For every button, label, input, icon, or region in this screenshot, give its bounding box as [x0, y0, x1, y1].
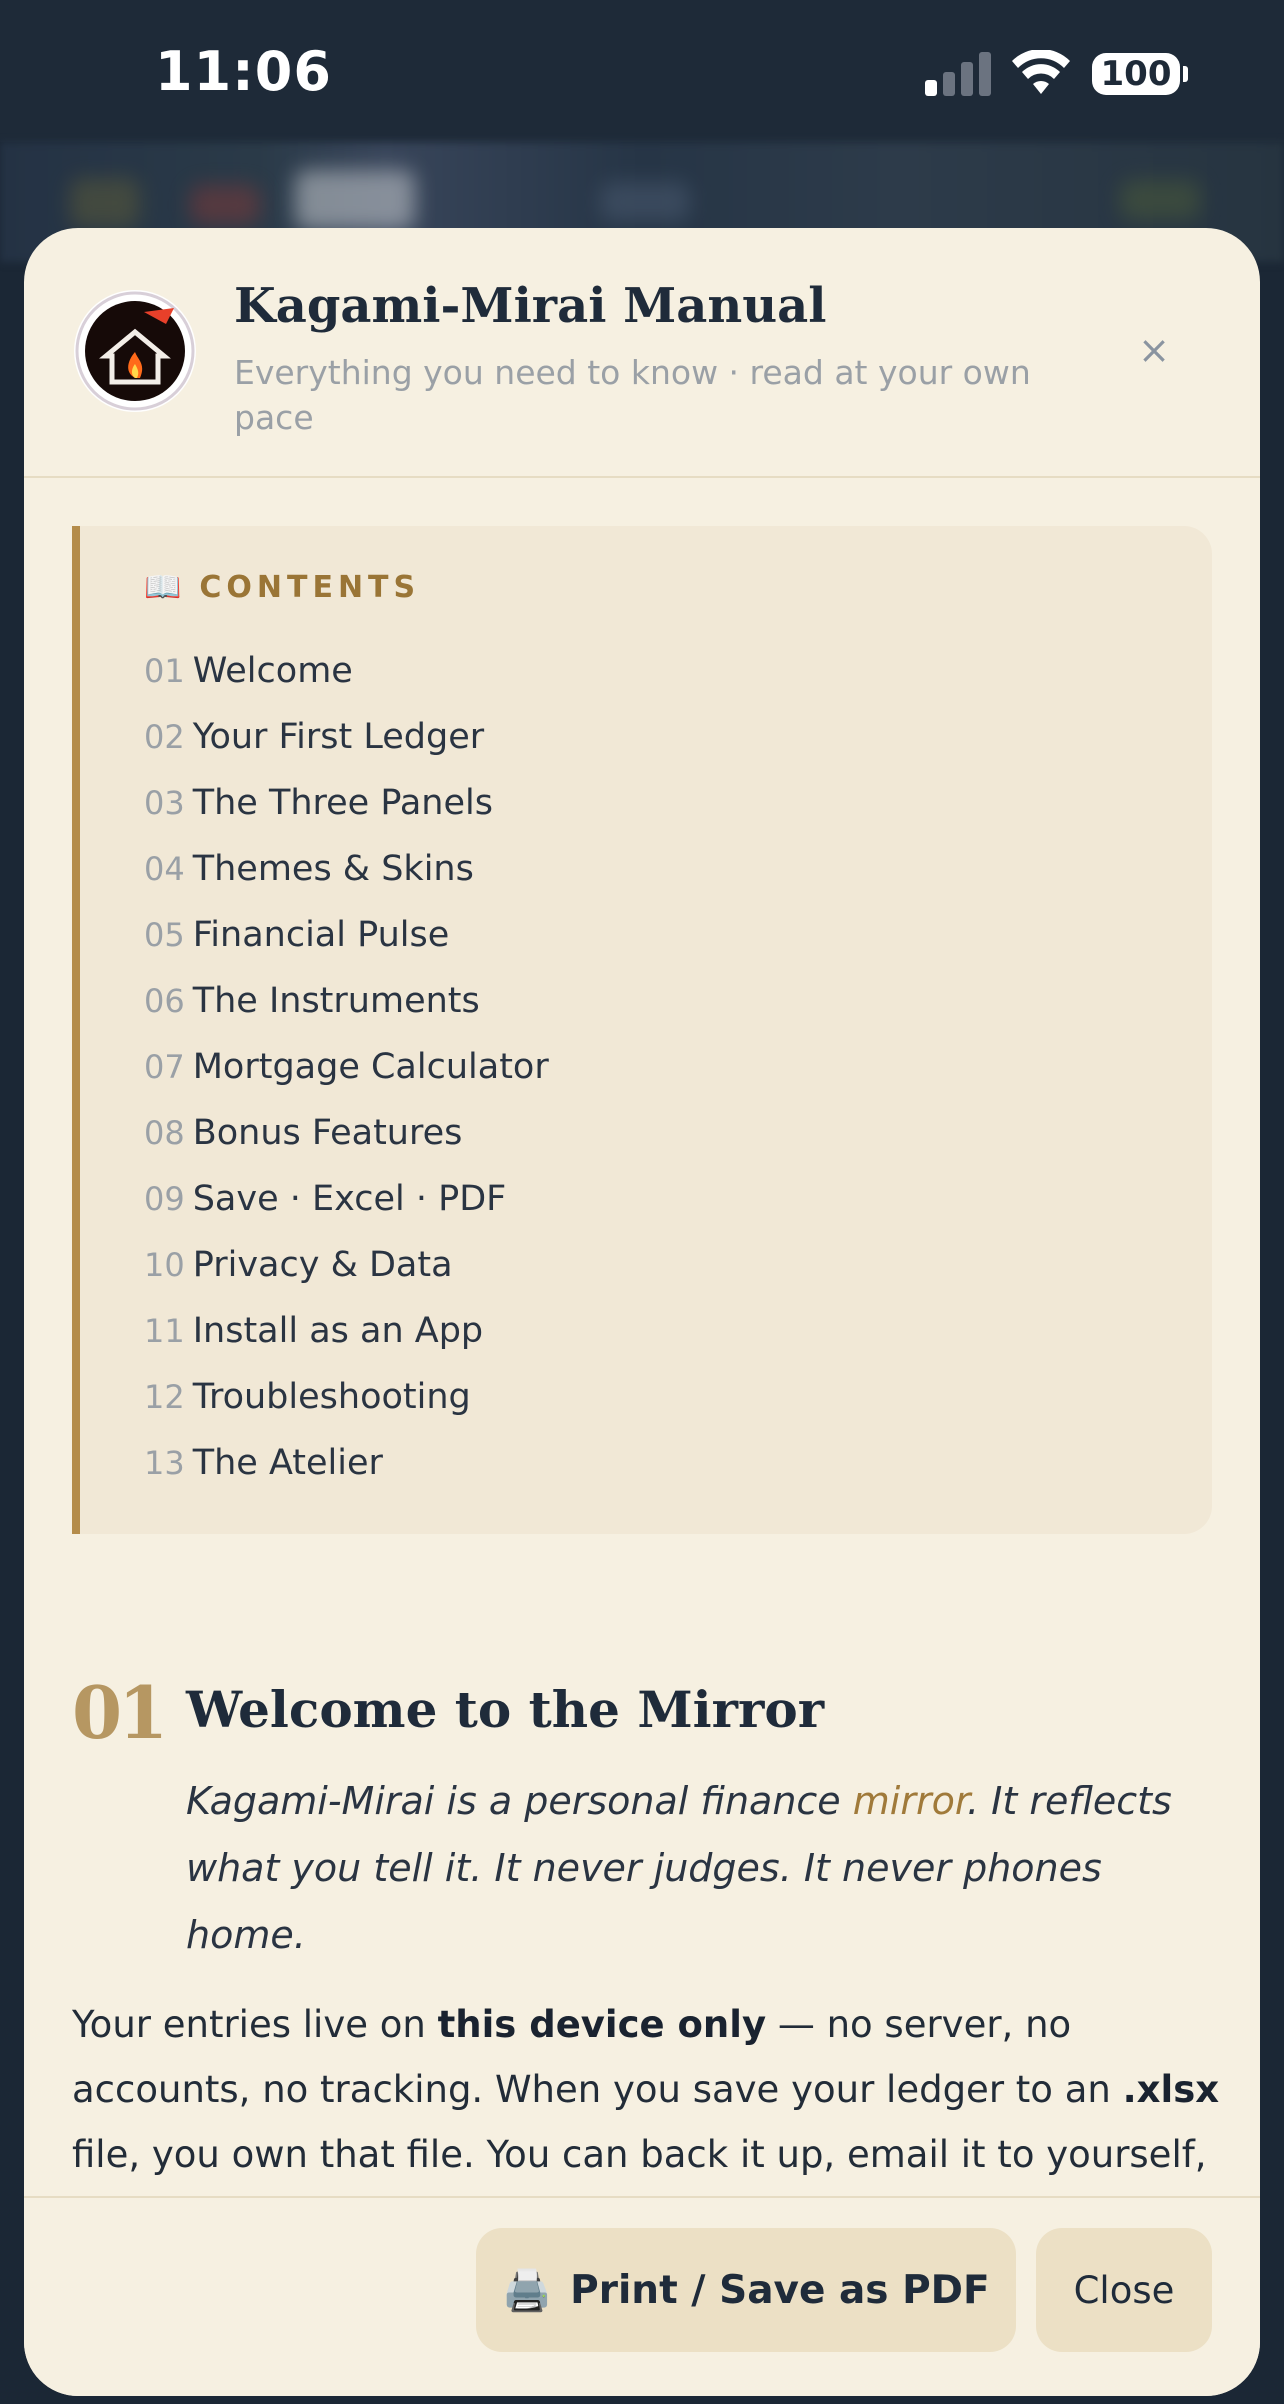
contents-item-label: Install as an App [192, 1311, 484, 1351]
background-blur-shape [70, 178, 140, 228]
contents-item[interactable] [144, 1232, 549, 1298]
wifi-icon [1010, 50, 1072, 96]
contents-item[interactable] [144, 1430, 549, 1496]
contents-item-label: The Three Panels [192, 783, 493, 823]
section-number: 01 [72, 1670, 165, 1755]
contents-list [144, 638, 549, 1496]
contents-item[interactable] [144, 638, 549, 704]
close-button[interactable]: Close [1036, 2228, 1212, 2352]
contents-item[interactable] [144, 1298, 549, 1364]
contents-item[interactable] [144, 1034, 549, 1100]
section-title: Welcome to the Mirror [186, 1680, 825, 1739]
background-blur-shape [295, 170, 415, 230]
background-blur-shape [190, 185, 260, 225]
background-blur-shape [600, 182, 690, 222]
contents-item-label: Mortgage Calculator [192, 1047, 549, 1087]
contents-item-label: Welcome [192, 651, 353, 691]
battery-nub [1183, 66, 1188, 82]
app-logo-icon [74, 290, 196, 412]
contents-heading-label: CONTENTS [199, 570, 421, 605]
modal-footer [24, 2196, 1260, 2396]
section-lead [186, 1768, 1226, 1969]
contents-item[interactable] [144, 968, 549, 1034]
cellular-signal-icon [925, 52, 995, 96]
contents-item-label: Financial Pulse [192, 915, 450, 955]
contents-item-number: 06 [144, 982, 185, 1020]
contents-item-label: Themes & Skins [192, 849, 474, 889]
contents-item-number: 09 [144, 1180, 185, 1218]
contents-item[interactable] [144, 1166, 549, 1232]
contents-item-number: 03 [144, 784, 185, 822]
contents-item-label: Bonus Features [192, 1113, 463, 1153]
contents-item-label: Troubleshooting [192, 1377, 471, 1417]
status-time: 11:06 [155, 40, 332, 103]
contents-item[interactable] [144, 836, 549, 902]
table-of-contents [72, 526, 1212, 1534]
contents-item-label: Privacy & Data [192, 1245, 453, 1285]
lead-text: Kagami-Mirai is a personal finance [186, 1779, 853, 1823]
contents-item-label: The Atelier [192, 1443, 383, 1483]
body-text: — no server, no accounts, no tracking. When you save your ledger to an [72, 2003, 1123, 2111]
contents-item-number: 01 [144, 652, 185, 690]
print-button-label: Print / Save as PDF [570, 2267, 990, 2313]
contents-item-number: 12 [144, 1378, 185, 1416]
battery-indicator: 100 [1092, 53, 1180, 95]
printer-icon: 🖨️ [502, 2267, 553, 2314]
contents-item-number: 07 [144, 1048, 185, 1086]
contents-item-label: Your First Ledger [192, 717, 485, 757]
contents-item-number: 05 [144, 916, 185, 954]
contents-item-number: 02 [144, 718, 185, 756]
contents-item[interactable] [144, 1364, 549, 1430]
contents-item-label: The Instruments [192, 981, 480, 1021]
contents-item[interactable] [144, 704, 549, 770]
contents-item[interactable] [144, 902, 549, 968]
contents-item[interactable] [144, 770, 549, 836]
manual-modal [24, 228, 1260, 2396]
contents-item[interactable] [144, 1100, 549, 1166]
lead-accent: mirror [852, 1779, 967, 1823]
modal-title: Kagami-Mirai Manual [234, 278, 827, 334]
contents-item-number: 04 [144, 850, 185, 888]
close-icon[interactable]: × [1138, 328, 1170, 372]
body-emphasis: .xlsx [1122, 2068, 1220, 2111]
contents-item-number: 10 [144, 1246, 185, 1284]
modal-subtitle: Everything you need to know · read at your own pace [234, 353, 1031, 437]
book-icon: 📖 [144, 570, 182, 605]
contents-item-label: Save · Excel · PDF [192, 1179, 507, 1219]
contents-heading [144, 570, 420, 605]
contents-item-number: 13 [144, 1444, 185, 1482]
modal-header [24, 228, 1260, 478]
contents-item-number: 08 [144, 1114, 185, 1152]
body-text: Your entries live on [72, 2003, 438, 2046]
body-emphasis: this device only [437, 2003, 767, 2046]
body-text: file, you own that file. You can back it up, email it to yourself, [72, 2133, 1207, 2176]
contents-item-number: 11 [144, 1312, 185, 1350]
background-blur-shape [1120, 180, 1200, 220]
lead-text: . It reflects what you tell it. It never judges. It never phones home. [186, 1779, 1172, 1957]
status-bar [0, 0, 1284, 142]
print-save-pdf-button[interactable] [476, 2228, 1016, 2352]
